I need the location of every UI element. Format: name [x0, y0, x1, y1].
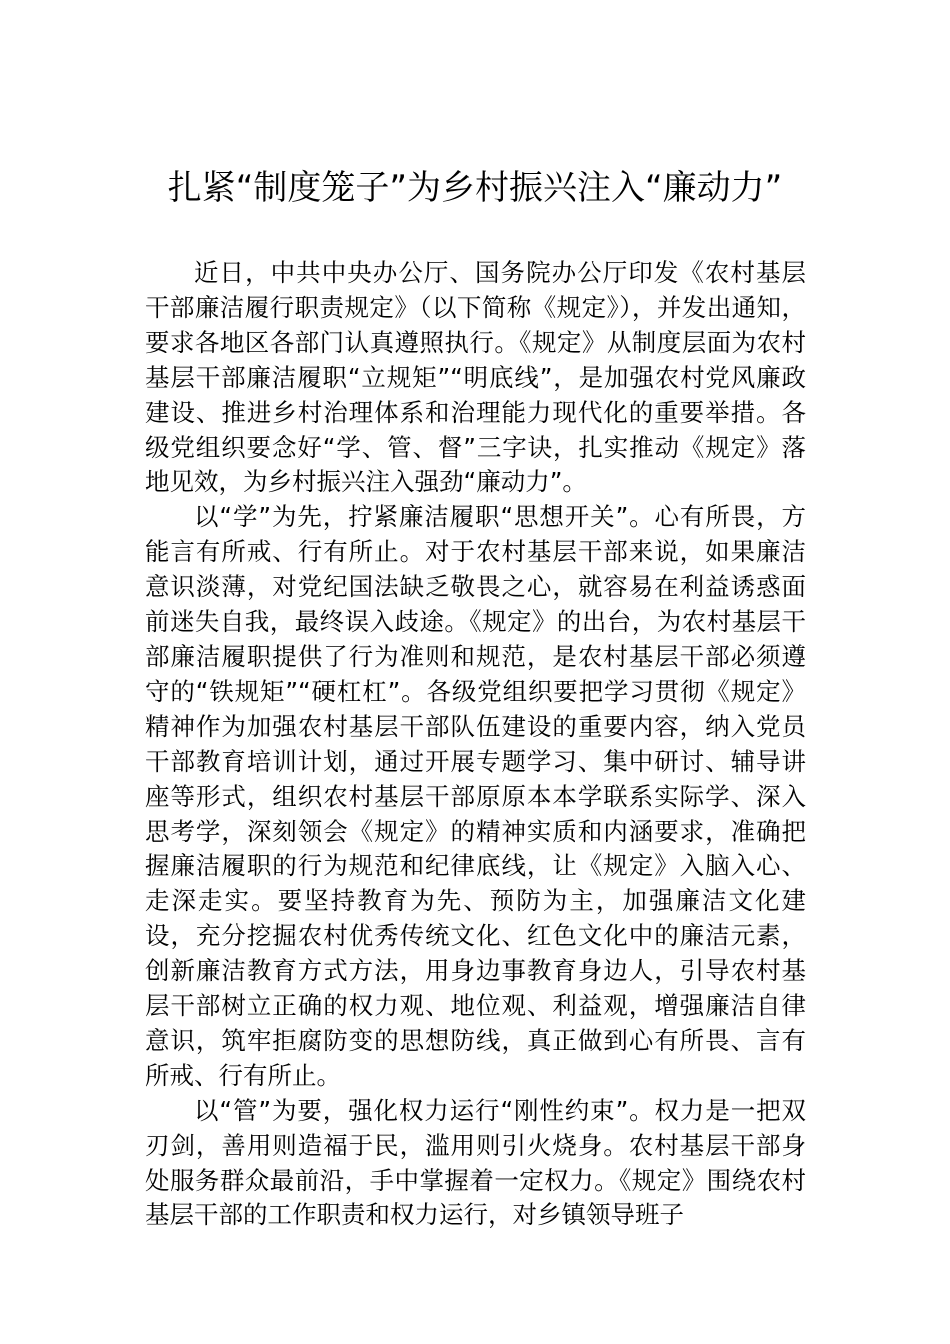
paragraph-2: 以“学”为先，拧紧廉洁履职“思想开关”。心有所畏，方能言有所戒、行有所止。对于农村基层干部来说，如果廉洁意识淡薄，对党纪国法缺乏敬畏之心，就容易在利益诱惑面前迷失自我，最终误入歧途。《规定》的出台，为农村基层干部廉洁履职提供了行为准则和规范，是农村基层干部必须遵守的“铁规矩”“硬杠杠”。各级党组织要把学习贯彻《规定》精神作为加强农村基层干部队伍建设的重要内容，纳入党员干部教育培训计划，通过开展专题学习、集中研讨、辅导讲座等形式，组织农村基层干部原原本本学联系实际学、深入思考学，深刻领会《规定》的精神实质和内涵要求，准确把握廉洁履职的行为规范和纪律底线，让《规定》入脑入心、走深走实。要坚持教育为先、预防为主，加强廉洁文化建设，充分挖掘农村优秀传统文化、红色文化中的廉洁元素，创新廉洁教育方式方法，用身边事教育身边人，引导农村基层干部树立正确的权力观、地位观、利益观，增强廉洁自律意识，筑牢拒腐防变的思想防线，真正做到心有所畏、言有所戒、行有所止。	[145, 502, 806, 1090]
paragraph-1: 近日，中共中央办公厅、国务院办公厅印发《农村基层干部廉洁履行职责规定》（以下简称《规定》），并发出通知，要求各地区各部门认真遵照执行。《规定》从制度层面为农村基层干部廉洁履职“立规矩”“明底线”，是加强农村党风廉政建设、推进乡村治理体系和治理能力现代化的重要举措。各级党组织要念好“学、管、督”三字诀，扎实推动《规定》落地见效，为乡村振兴注入强劲“廉动力”。	[145, 258, 806, 497]
document-title: 扎紧“制度笼子”为乡村振兴注入“廉动力”	[167, 168, 783, 208]
paragraph-3: 以“管”为要，强化权力运行“刚性约束”。权力是一把双刃剑，善用则造福于民，滥用则引火烧身。农村基层干部身处服务群众最前沿，手中掌握着一定权力。《规定》围绕农村基层干部的工作职责和权力运行，对乡镇领导班子	[145, 1095, 806, 1230]
document-body	[145, 256, 806, 1233]
